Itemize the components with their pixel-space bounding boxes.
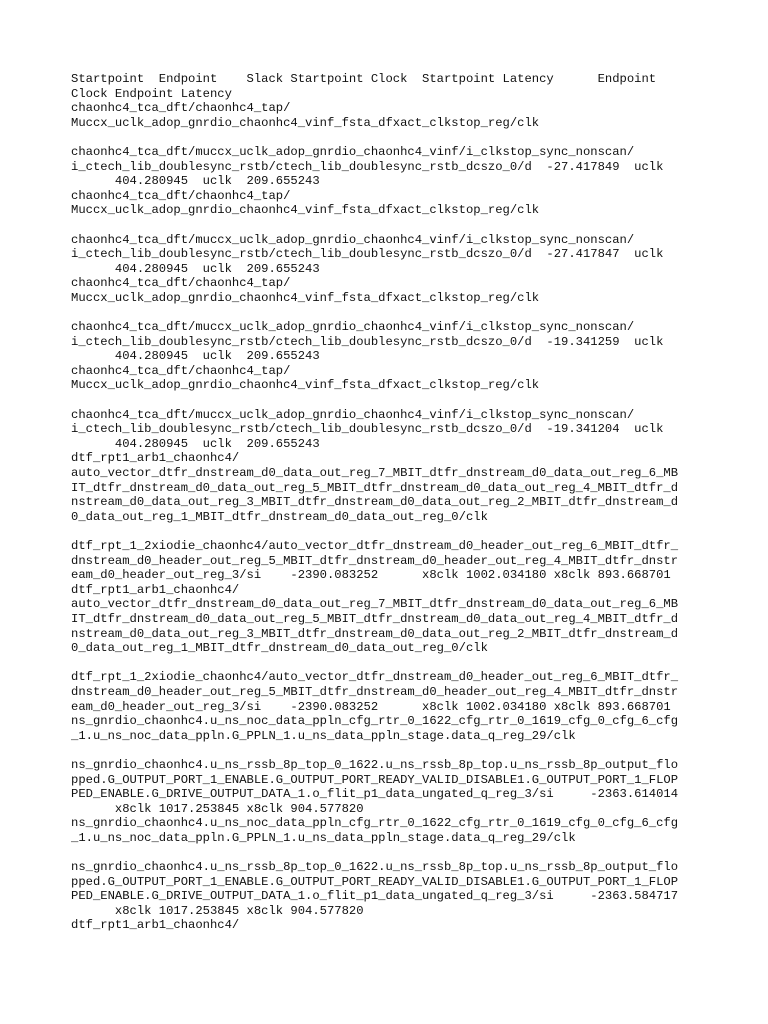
report-line (71, 130, 711, 145)
report-line: chaonhc4_tca_dft/muccx_uclk_adop_gnrdio_chaonhc4_vinf/i_clkstop_sync_nonscan/ (71, 144, 635, 159)
report-line: ns_gnrdio_chaonhc4.u_ns_rssb_8p_top_0_1622.u_ns_rssb_8p_top.u_ns_rssb_8p_output_flo (71, 757, 679, 772)
report-line: 404.280945 uclk 209.655243 (71, 436, 320, 451)
report-line: Muccx_uclk_adop_gnrdio_chaonhc4_vinf_fsta_dfxact_clkstop_reg/clk (71, 115, 540, 130)
report-line: dtf_rpt1_arb1_chaonhc4/ (71, 918, 240, 933)
report-line: Muccx_uclk_adop_gnrdio_chaonhc4_vinf_fsta_dfxact_clkstop_reg/clk (71, 203, 540, 218)
report-line: ns_gnrdio_chaonhc4.u_ns_noc_data_ppln_cfg_rtr_0_1622_cfg_rtr_0_1619_cfg_0_cfg_6_cfg (71, 714, 679, 729)
report-line: 0_data_out_reg_1_MBIT_dtfr_dnstream_d0_data_out_reg_0/clk (71, 641, 488, 656)
report-line: Muccx_uclk_adop_gnrdio_chaonhc4_vinf_fsta_dfxact_clkstop_reg/clk (71, 378, 540, 393)
report-line (71, 845, 711, 860)
report-line: PED_ENABLE.G_DRIVE_OUTPUT_DATA_1.o_flit_p1_data_ungated_q_reg_3/si -2363.614014 (71, 787, 679, 802)
report-line: i_ctech_lib_doublesync_rstb/ctech_lib_doublesync_rstb_dcszo_0/d -27.417849 uclk (71, 159, 664, 174)
report-line: eam_d0_header_out_reg_3/si -2390.083252 x8clk 1002.034180 x8clk 893.668701 (71, 699, 671, 714)
report-line: chaonhc4_tca_dft/muccx_uclk_adop_gnrdio_chaonhc4_vinf/i_clkstop_sync_nonscan/ (71, 407, 635, 422)
report-line: ns_gnrdio_chaonhc4.u_ns_noc_data_ppln_cfg_rtr_0_1622_cfg_rtr_0_1619_cfg_0_cfg_6_cfg (71, 816, 679, 831)
report-line: x8clk 1017.253845 x8clk 904.577820 (71, 903, 364, 918)
report-line: x8clk 1017.253845 x8clk 904.577820 (71, 801, 364, 816)
report-line (71, 393, 711, 408)
report-line: chaonhc4_tca_dft/chaonhc4_tap/ (71, 101, 291, 116)
report-line (71, 743, 711, 758)
report-line: i_ctech_lib_doublesync_rstb/ctech_lib_doublesync_rstb_dcszo_0/d -19.341259 uclk (71, 334, 664, 349)
report-line: chaonhc4_tca_dft/muccx_uclk_adop_gnrdio_chaonhc4_vinf/i_clkstop_sync_nonscan/ (71, 320, 635, 335)
report-line: 404.280945 uclk 209.655243 (71, 174, 320, 189)
report-line: _1.u_ns_noc_data_ppln.G_PPLN_1.u_ns_data_ppln_stage.data_q_reg_29/clk (71, 830, 576, 845)
report-line: Clock Endpoint Latency (71, 86, 232, 101)
report-line (71, 656, 711, 671)
report-line: chaonhc4_tca_dft/chaonhc4_tap/ (71, 363, 291, 378)
report-line (71, 306, 711, 321)
report-line: pped.G_OUTPUT_PORT_1_ENABLE.G_OUTPUT_PORT_READY_VALID_DISABLE1.G_OUTPUT_PORT_1_FLOP (71, 772, 679, 787)
report-line: Startpoint Endpoint Slack Startpoint Clock Startpoint Latency Endpoint (71, 72, 657, 86)
report-line: _1.u_ns_noc_data_ppln.G_PPLN_1.u_ns_data_ppln_stage.data_q_reg_29/clk (71, 728, 576, 743)
report-line: dtf_rpt1_arb1_chaonhc4/ (71, 582, 240, 597)
report-line: Muccx_uclk_adop_gnrdio_chaonhc4_vinf_fsta_dfxact_clkstop_reg/clk (71, 290, 540, 305)
report-line: chaonhc4_tca_dft/chaonhc4_tap/ (71, 188, 291, 203)
report-line: nstream_d0_data_out_reg_3_MBIT_dtfr_dnstream_d0_data_out_reg_2_MBIT_dtfr_dnstream_d (71, 626, 679, 641)
report-line: dtf_rpt1_arb1_chaonhc4/ (71, 451, 240, 466)
report-line: 404.280945 uclk 209.655243 (71, 261, 320, 276)
report-line: dnstream_d0_header_out_reg_5_MBIT_dtfr_dnstream_d0_header_out_reg_4_MBIT_dtfr_dnstr (71, 553, 679, 568)
report-line: dtf_rpt_1_2xiodie_chaonhc4/auto_vector_dtfr_dnstream_d0_header_out_reg_6_MBIT_dtfr_ (71, 539, 679, 553)
report-line: dnstream_d0_header_out_reg_5_MBIT_dtfr_dnstream_d0_header_out_reg_4_MBIT_dtfr_dnstr (71, 684, 679, 699)
report-line: nstream_d0_data_out_reg_3_MBIT_dtfr_dnstream_d0_data_out_reg_2_MBIT_dtfr_dnstream_d (71, 495, 679, 510)
report-line: ns_gnrdio_chaonhc4.u_ns_rssb_8p_top_0_1622.u_ns_rssb_8p_top.u_ns_rssb_8p_output_flo (71, 860, 679, 875)
report-line: 404.280945 uclk 209.655243 (71, 349, 320, 364)
report-line (71, 218, 711, 233)
report-line: IT_dtfr_dnstream_d0_data_out_reg_5_MBIT_dtfr_dnstream_d0_data_out_reg_4_MBIT_dtfr_d (71, 480, 679, 495)
report-line: PED_ENABLE.G_DRIVE_OUTPUT_DATA_1.o_flit_p1_data_ungated_q_reg_3/si -2363.584717 (71, 889, 679, 904)
report-line: chaonhc4_tca_dft/muccx_uclk_adop_gnrdio_chaonhc4_vinf/i_clkstop_sync_nonscan/ (71, 232, 635, 247)
report-line: auto_vector_dtfr_dnstream_d0_data_out_reg_7_MBIT_dtfr_dnstream_d0_data_out_reg_6_MB (71, 466, 679, 481)
report-line: auto_vector_dtfr_dnstream_d0_data_out_reg_7_MBIT_dtfr_dnstream_d0_data_out_reg_6_MB (71, 597, 679, 612)
report-line (71, 524, 711, 539)
report-line: chaonhc4_tca_dft/chaonhc4_tap/ (71, 276, 291, 291)
report-line: eam_d0_header_out_reg_3/si -2390.083252 x8clk 1002.034180 x8clk 893.668701 (71, 568, 671, 583)
report-line: 0_data_out_reg_1_MBIT_dtfr_dnstream_d0_data_out_reg_0/clk (71, 509, 488, 524)
timing-report-text (71, 72, 711, 933)
report-line: pped.G_OUTPUT_PORT_1_ENABLE.G_OUTPUT_PORT_READY_VALID_DISABLE1.G_OUTPUT_PORT_1_FLOP (71, 874, 679, 889)
report-line: dtf_rpt_1_2xiodie_chaonhc4/auto_vector_dtfr_dnstream_d0_header_out_reg_6_MBIT_dtfr_ (71, 670, 679, 685)
report-line: IT_dtfr_dnstream_d0_data_out_reg_5_MBIT_dtfr_dnstream_d0_data_out_reg_4_MBIT_dtfr_d (71, 611, 679, 626)
report-line: i_ctech_lib_doublesync_rstb/ctech_lib_doublesync_rstb_dcszo_0/d -27.417847 uclk (71, 247, 664, 262)
report-line: i_ctech_lib_doublesync_rstb/ctech_lib_doublesync_rstb_dcszo_0/d -19.341204 uclk (71, 422, 664, 437)
